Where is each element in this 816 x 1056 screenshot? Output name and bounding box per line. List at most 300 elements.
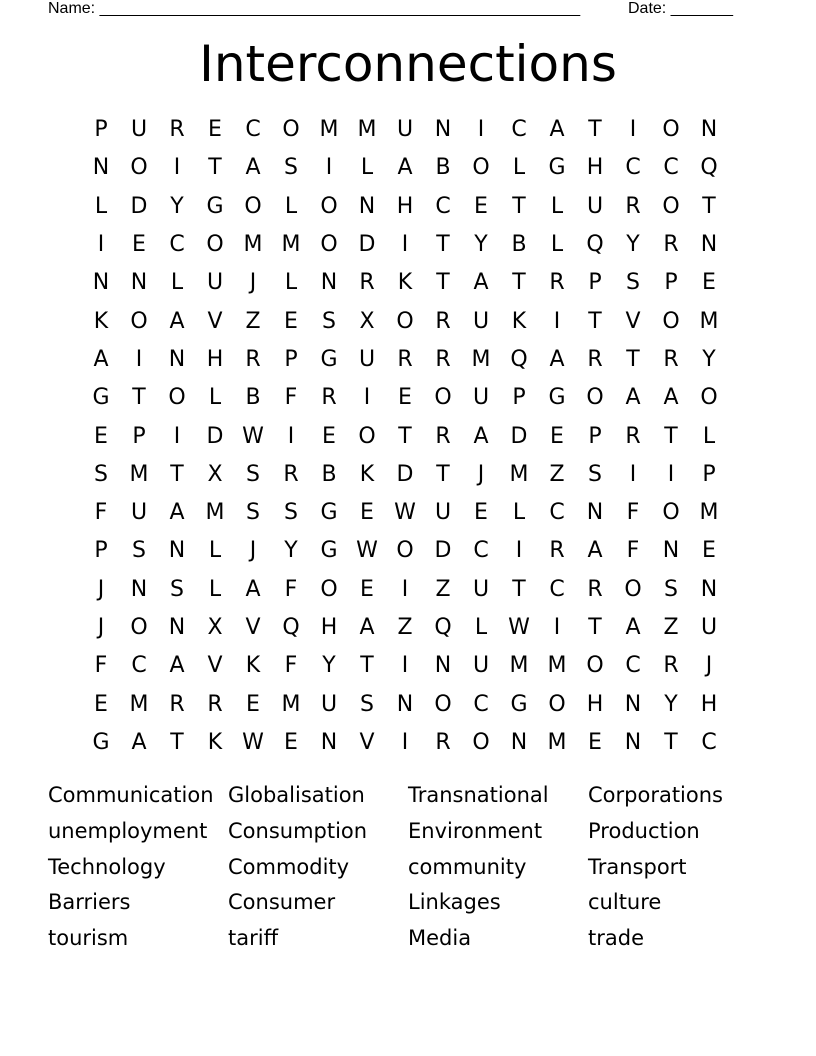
grid-cell[interactable]: I: [667, 461, 675, 487]
grid-cell[interactable]: F: [284, 653, 298, 679]
grid-cell[interactable]: F: [626, 500, 640, 526]
grid-cell[interactable]: A: [549, 346, 565, 372]
grid-row: [82, 609, 728, 647]
grid-cell[interactable]: T: [170, 729, 184, 755]
grid-cell[interactable]: S: [246, 461, 260, 487]
grid-cell[interactable]: T: [702, 193, 716, 219]
grid-cell[interactable]: H: [206, 346, 224, 372]
grid-cell[interactable]: A: [169, 500, 185, 526]
grid-cell[interactable]: L: [360, 155, 374, 181]
grid-cell[interactable]: V: [625, 308, 641, 334]
grid-cell[interactable]: M: [319, 117, 339, 143]
grid-cell[interactable]: E: [360, 576, 374, 602]
grid-cell[interactable]: M: [281, 691, 301, 717]
grid-cell[interactable]: P: [284, 346, 298, 372]
grid-cell[interactable]: R: [435, 346, 451, 372]
grid-cell[interactable]: O: [320, 193, 338, 219]
grid-cell[interactable]: A: [625, 615, 641, 640]
grid-cell[interactable]: I: [515, 538, 523, 564]
grid-cell[interactable]: R: [625, 193, 641, 219]
grid-cell[interactable]: E: [208, 117, 222, 143]
grid-cell[interactable]: P: [702, 461, 716, 487]
word-list-item: culture: [588, 890, 662, 915]
grid-cell[interactable]: E: [322, 423, 336, 449]
grid-cell[interactable]: A: [397, 155, 413, 181]
grid-cell[interactable]: R: [169, 691, 185, 717]
grid-cell[interactable]: G: [548, 385, 566, 411]
grid-cell[interactable]: O: [662, 193, 680, 219]
grid-cell[interactable]: N: [434, 117, 452, 143]
grid-cell[interactable]: I: [401, 729, 409, 755]
grid-cell[interactable]: W: [508, 615, 530, 640]
grid-cell[interactable]: O: [434, 691, 452, 717]
grid-cell[interactable]: Y: [474, 232, 488, 258]
grid-cell[interactable]: I: [173, 423, 181, 449]
grid-cell[interactable]: M: [509, 653, 529, 679]
grid-cell[interactable]: T: [132, 385, 146, 411]
grid-cell[interactable]: N: [320, 270, 338, 296]
grid-cell[interactable]: M: [281, 232, 301, 258]
grid-cell[interactable]: R: [397, 346, 413, 372]
grid-cell[interactable]: X: [359, 308, 375, 334]
grid-cell[interactable]: Y: [702, 346, 716, 372]
grid-cell[interactable]: H: [586, 691, 604, 717]
grid-cell[interactable]: M: [357, 117, 377, 143]
grid-cell[interactable]: R: [169, 117, 185, 143]
grid-cell[interactable]: R: [549, 538, 565, 564]
grid-cell[interactable]: M: [129, 691, 149, 717]
grid-cell[interactable]: S: [170, 576, 184, 602]
grid-cell[interactable]: L: [550, 193, 564, 219]
grid-cell[interactable]: A: [473, 423, 489, 449]
grid-cell[interactable]: D: [358, 232, 376, 258]
grid-cell[interactable]: E: [398, 385, 412, 411]
grid-cell[interactable]: B: [245, 385, 261, 411]
grid-cell[interactable]: T: [664, 423, 678, 449]
grid-cell[interactable]: O: [472, 729, 490, 755]
grid-cell[interactable]: U: [130, 117, 148, 143]
grid-cell[interactable]: A: [131, 729, 147, 755]
grid-cell[interactable]: E: [94, 691, 108, 717]
grid-cell[interactable]: A: [625, 385, 641, 411]
grid-cell[interactable]: I: [135, 346, 143, 372]
grid-cell[interactable]: L: [474, 615, 488, 640]
grid-cell[interactable]: O: [168, 385, 186, 411]
grid-cell[interactable]: S: [246, 500, 260, 526]
grid-cell[interactable]: E: [284, 729, 298, 755]
grid-cell[interactable]: N: [92, 155, 110, 181]
grid-cell[interactable]: W: [242, 423, 264, 449]
grid-cell[interactable]: N: [586, 500, 604, 526]
grid-cell[interactable]: L: [170, 270, 184, 296]
grid-cell[interactable]: N: [168, 538, 186, 564]
grid-cell[interactable]: O: [206, 232, 224, 258]
grid-cell[interactable]: N: [396, 691, 414, 717]
grid-cell[interactable]: Z: [245, 308, 261, 334]
grid-cell[interactable]: Q: [586, 232, 604, 258]
grid-cell[interactable]: M: [205, 500, 225, 526]
grid-cell[interactable]: G: [206, 193, 224, 219]
grid-cell[interactable]: R: [663, 232, 679, 258]
grid-cell[interactable]: U: [358, 346, 376, 372]
grid-cell[interactable]: C: [549, 500, 565, 526]
grid-cell[interactable]: O: [624, 576, 642, 602]
grid-cell[interactable]: O: [662, 308, 680, 334]
grid-cell[interactable]: X: [207, 615, 223, 640]
grid-cell[interactable]: O: [282, 117, 300, 143]
grid-cell[interactable]: O: [358, 423, 376, 449]
grid-cell[interactable]: U: [472, 653, 490, 679]
grid-cell[interactable]: O: [662, 500, 680, 526]
grid-cell[interactable]: N: [92, 270, 110, 296]
grid-cell[interactable]: U: [320, 691, 338, 717]
grid-cell[interactable]: X: [207, 461, 223, 487]
grid-cell[interactable]: I: [553, 308, 561, 334]
grid-cell[interactable]: H: [320, 615, 338, 640]
grid-cell[interactable]: C: [131, 653, 147, 679]
grid-cell[interactable]: N: [358, 193, 376, 219]
grid-cell[interactable]: E: [360, 500, 374, 526]
grid-cell[interactable]: W: [394, 500, 416, 526]
grid-cell[interactable]: T: [398, 423, 412, 449]
grid-cell[interactable]: C: [245, 117, 261, 143]
grid-cell[interactable]: J: [249, 270, 257, 296]
grid-cell[interactable]: V: [245, 615, 261, 640]
grid-cell[interactable]: Y: [664, 691, 678, 717]
grid-cell[interactable]: Z: [663, 615, 679, 640]
grid-cell[interactable]: A: [93, 346, 109, 372]
grid-cell[interactable]: T: [360, 653, 374, 679]
grid-cell[interactable]: N: [700, 117, 718, 143]
grid-cell[interactable]: P: [132, 423, 146, 449]
grid-cell[interactable]: M: [509, 461, 529, 487]
grid-cell[interactable]: E: [94, 423, 108, 449]
grid-cell[interactable]: T: [436, 270, 450, 296]
grid-cell[interactable]: A: [473, 270, 489, 296]
grid-cell[interactable]: C: [435, 193, 451, 219]
grid-cell[interactable]: E: [474, 193, 488, 219]
word-list-item: Environment: [408, 818, 543, 843]
grid-cell[interactable]: F: [626, 538, 640, 564]
grid-cell[interactable]: U: [472, 308, 490, 334]
grid-cell[interactable]: Z: [397, 615, 413, 640]
grid-cell[interactable]: K: [93, 308, 109, 334]
grid-cell[interactable]: G: [548, 155, 566, 181]
grid-cell[interactable]: R: [625, 423, 641, 449]
grid-cell[interactable]: Y: [170, 193, 184, 219]
grid-cell[interactable]: D: [510, 423, 528, 449]
grid-cell[interactable]: S: [322, 308, 336, 334]
grid-cell[interactable]: V: [207, 653, 223, 679]
grid-cell[interactable]: C: [473, 691, 489, 717]
grid-cell[interactable]: R: [321, 385, 337, 411]
grid-cell[interactable]: S: [626, 270, 640, 296]
grid-cell[interactable]: L: [208, 538, 222, 564]
grid-cell[interactable]: I: [325, 155, 333, 181]
grid-cell[interactable]: I: [629, 117, 637, 143]
grid-cell[interactable]: I: [287, 423, 295, 449]
grid-cell[interactable]: J: [97, 576, 105, 602]
name-field[interactable]: Name: ______________________________________________________: [48, 0, 581, 17]
grid-cell[interactable]: N: [662, 538, 680, 564]
grid-cell[interactable]: E: [474, 500, 488, 526]
grid-cell[interactable]: M: [471, 346, 491, 372]
grid-cell[interactable]: P: [512, 385, 526, 411]
grid-cell[interactable]: P: [664, 270, 678, 296]
grid-cell[interactable]: U: [700, 615, 718, 640]
grid-cell[interactable]: Y: [322, 653, 336, 679]
grid-cell[interactable]: I: [97, 232, 105, 258]
grid-cell[interactable]: G: [92, 385, 110, 411]
grid-cell[interactable]: M: [243, 232, 263, 258]
grid-cell[interactable]: P: [94, 117, 108, 143]
grid-cell[interactable]: N: [624, 729, 642, 755]
grid-cell[interactable]: C: [625, 653, 641, 679]
grid-cell[interactable]: D: [206, 423, 224, 449]
grid-cell[interactable]: L: [550, 232, 564, 258]
grid-cell[interactable]: V: [359, 729, 375, 755]
grid-cell[interactable]: S: [284, 155, 298, 181]
grid-cell[interactable]: N: [168, 346, 186, 372]
grid-cell[interactable]: O: [320, 232, 338, 258]
grid-cell[interactable]: H: [396, 193, 414, 219]
grid-cell[interactable]: E: [550, 423, 564, 449]
grid-cell[interactable]: O: [244, 193, 262, 219]
grid-cell[interactable]: K: [397, 270, 413, 296]
grid-cell[interactable]: T: [626, 346, 640, 372]
grid-cell[interactable]: O: [662, 117, 680, 143]
grid-cell[interactable]: R: [587, 576, 603, 602]
grid-cell[interactable]: I: [173, 155, 181, 181]
date-field[interactable]: Date: _______: [628, 0, 733, 17]
grid-cell[interactable]: O: [548, 691, 566, 717]
grid-cell[interactable]: T: [512, 270, 526, 296]
grid-cell[interactable]: N: [168, 615, 186, 640]
grid-cell[interactable]: M: [547, 653, 567, 679]
word-list-item: Corporations: [588, 783, 723, 807]
grid-cell[interactable]: S: [664, 576, 678, 602]
grid-cell[interactable]: O: [700, 385, 718, 411]
grid-cell[interactable]: G: [320, 538, 338, 564]
grid-cell[interactable]: H: [700, 691, 718, 717]
word-list-item: Media: [408, 926, 472, 951]
grid-cell[interactable]: O: [586, 385, 604, 411]
grid-cell[interactable]: C: [473, 538, 489, 564]
grid-cell[interactable]: O: [130, 155, 148, 181]
grid-cell[interactable]: G: [510, 691, 528, 717]
grid-cell[interactable]: G: [320, 500, 338, 526]
grid-cell[interactable]: U: [586, 193, 604, 219]
grid-cell[interactable]: N: [624, 691, 642, 717]
grid-cell[interactable]: Z: [435, 576, 451, 602]
grid-cell[interactable]: I: [401, 576, 409, 602]
grid-cell[interactable]: Q: [510, 346, 528, 372]
grid-cell[interactable]: F: [94, 500, 108, 526]
grid-cell[interactable]: D: [130, 193, 148, 219]
grid-cell[interactable]: N: [510, 729, 528, 755]
grid-cell[interactable]: I: [401, 232, 409, 258]
grid-cell[interactable]: U: [472, 385, 490, 411]
grid-cell[interactable]: L: [512, 155, 526, 181]
grid-cell[interactable]: E: [132, 232, 146, 258]
grid-cell[interactable]: U: [130, 500, 148, 526]
grid-cell[interactable]: N: [320, 729, 338, 755]
grid-cell[interactable]: A: [169, 653, 185, 679]
grid-cell[interactable]: S: [360, 691, 374, 717]
grid-cell[interactable]: O: [130, 308, 148, 334]
grid-cell[interactable]: K: [245, 653, 261, 679]
grid-cell[interactable]: E: [588, 729, 602, 755]
grid-cell[interactable]: M: [699, 308, 719, 334]
grid-cell[interactable]: I: [401, 653, 409, 679]
grid-cell[interactable]: E: [246, 691, 260, 717]
grid-cell[interactable]: R: [207, 691, 223, 717]
grid-cell[interactable]: R: [435, 308, 451, 334]
grid-cell[interactable]: U: [396, 117, 414, 143]
grid-cell[interactable]: V: [207, 308, 223, 334]
grid-cell[interactable]: K: [359, 461, 375, 487]
grid-cell[interactable]: C: [625, 155, 641, 181]
grid-cell[interactable]: B: [321, 461, 337, 487]
grid-cell[interactable]: A: [663, 385, 679, 411]
grid-cell[interactable]: S: [94, 461, 108, 487]
grid-cell[interactable]: Q: [434, 615, 452, 640]
grid-cell[interactable]: A: [587, 538, 603, 564]
grid-cell[interactable]: N: [700, 576, 718, 602]
grid-cell[interactable]: E: [702, 270, 716, 296]
grid-cell[interactable]: F: [284, 576, 298, 602]
grid-cell[interactable]: R: [663, 653, 679, 679]
grid-cell[interactable]: E: [284, 308, 298, 334]
grid-cell[interactable]: I: [629, 461, 637, 487]
grid-cell[interactable]: R: [435, 729, 451, 755]
grid-cell[interactable]: W: [242, 729, 264, 755]
grid-cell[interactable]: P: [94, 538, 108, 564]
grid-cell[interactable]: C: [549, 576, 565, 602]
grid-cell[interactable]: G: [92, 729, 110, 755]
grid-cell[interactable]: K: [511, 308, 527, 334]
grid-cell[interactable]: R: [245, 346, 261, 372]
grid-cell[interactable]: G: [320, 346, 338, 372]
grid-cell[interactable]: S: [132, 538, 146, 564]
grid-cell[interactable]: R: [435, 423, 451, 449]
grid-cell[interactable]: L: [284, 270, 298, 296]
grid-cell[interactable]: S: [588, 461, 602, 487]
grid-cell[interactable]: T: [436, 232, 450, 258]
grid-cell[interactable]: I: [553, 615, 561, 640]
grid-cell[interactable]: M: [129, 461, 149, 487]
grid-cell[interactable]: U: [206, 270, 224, 296]
grid-cell[interactable]: I: [477, 117, 485, 143]
word-list-item: Commodity: [228, 854, 350, 879]
grid-cell[interactable]: T: [588, 615, 602, 640]
grid-cell[interactable]: N: [130, 576, 148, 602]
grid-cell[interactable]: U: [434, 500, 452, 526]
grid-cell[interactable]: N: [130, 270, 148, 296]
grid-cell[interactable]: Q: [282, 615, 300, 640]
grid-cell[interactable]: O: [130, 615, 148, 640]
grid-cell[interactable]: P: [588, 270, 602, 296]
grid-cell[interactable]: E: [702, 538, 716, 564]
grid-cell[interactable]: S: [284, 500, 298, 526]
grid-cell[interactable]: T: [512, 193, 526, 219]
grid-cell[interactable]: R: [283, 461, 299, 487]
grid-cell[interactable]: L: [208, 385, 222, 411]
grid-cell[interactable]: A: [359, 615, 375, 640]
grid-cell[interactable]: K: [207, 729, 223, 755]
grid-cell[interactable]: D: [434, 538, 452, 564]
grid-cell[interactable]: Y: [284, 538, 298, 564]
grid-cell[interactable]: T: [170, 461, 184, 487]
grid-cell[interactable]: L: [284, 193, 298, 219]
grid-cell[interactable]: C: [169, 232, 185, 258]
grid-cell[interactable]: C: [663, 155, 679, 181]
grid-cell[interactable]: R: [663, 346, 679, 372]
grid-cell[interactable]: F: [284, 385, 298, 411]
grid-cell[interactable]: I: [363, 385, 371, 411]
grid-cell[interactable]: Y: [626, 232, 640, 258]
grid-cell[interactable]: D: [396, 461, 414, 487]
grid-cell[interactable]: T: [588, 308, 602, 334]
grid-cell[interactable]: T: [436, 461, 450, 487]
grid-cell[interactable]: C: [511, 117, 527, 143]
grid-cell[interactable]: L: [208, 576, 222, 602]
grid-cell[interactable]: J: [97, 615, 105, 640]
grid-cell[interactable]: L: [702, 423, 716, 449]
grid-cell[interactable]: A: [245, 576, 261, 602]
grid-cell[interactable]: R: [359, 270, 375, 296]
grid-cell[interactable]: W: [356, 538, 378, 564]
grid-cell[interactable]: T: [664, 729, 678, 755]
grid-cell[interactable]: J: [705, 653, 713, 679]
grid-row: [82, 111, 728, 149]
grid-cell[interactable]: F: [94, 653, 108, 679]
grid-cell[interactable]: M: [699, 500, 719, 526]
grid-cell[interactable]: O: [434, 385, 452, 411]
grid-cell[interactable]: Q: [700, 155, 718, 181]
grid-cell[interactable]: N: [700, 232, 718, 258]
grid-cell[interactable]: O: [472, 155, 490, 181]
grid-row: [82, 417, 728, 455]
grid-cell[interactable]: R: [549, 270, 565, 296]
grid-cell[interactable]: T: [208, 155, 222, 181]
grid-cell[interactable]: A: [549, 117, 565, 143]
grid-cell[interactable]: A: [169, 308, 185, 334]
grid-cell[interactable]: J: [477, 461, 485, 487]
grid-cell[interactable]: O: [396, 538, 414, 564]
grid-cell[interactable]: J: [249, 538, 257, 564]
grid-cell[interactable]: B: [511, 232, 527, 258]
grid-cell[interactable]: R: [587, 346, 603, 372]
grid-cell[interactable]: P: [588, 423, 602, 449]
grid-cell[interactable]: T: [512, 576, 526, 602]
grid-cell[interactable]: H: [586, 155, 604, 181]
grid-cell[interactable]: L: [94, 193, 108, 219]
grid-cell[interactable]: B: [435, 155, 451, 181]
word-list-item: community: [408, 854, 527, 879]
grid-cell[interactable]: Z: [549, 461, 565, 487]
grid-cell[interactable]: A: [245, 155, 261, 181]
grid-cell[interactable]: O: [586, 653, 604, 679]
grid-cell[interactable]: C: [701, 729, 717, 755]
grid-cell[interactable]: O: [396, 308, 414, 334]
grid-cell[interactable]: M: [547, 729, 567, 755]
grid-cell[interactable]: N: [434, 653, 452, 679]
grid-cell[interactable]: O: [320, 576, 338, 602]
grid-cell[interactable]: T: [588, 117, 602, 143]
grid-cell[interactable]: L: [512, 500, 526, 526]
grid-cell[interactable]: U: [472, 576, 490, 602]
